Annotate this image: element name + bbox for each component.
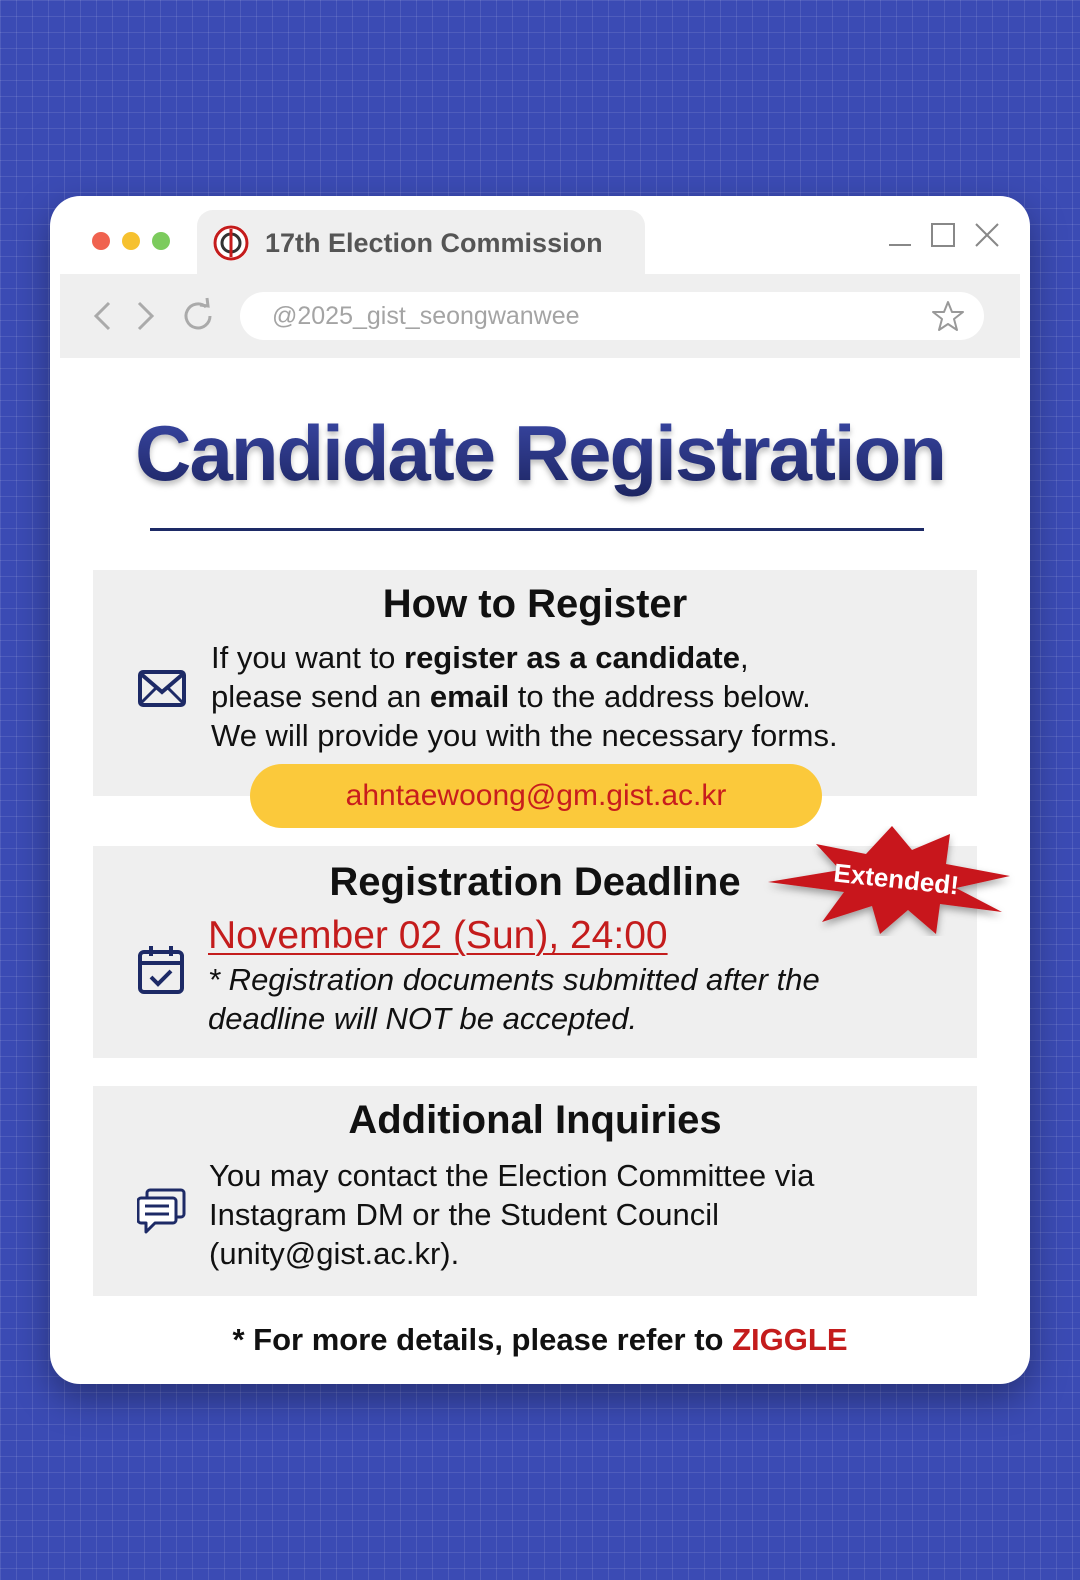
line1-post: , (740, 640, 749, 675)
window-controls (884, 220, 1002, 250)
inquiries-heading: Additional Inquiries (348, 1098, 722, 1142)
line2-post: to the address below. (509, 679, 811, 714)
forward-icon[interactable] (128, 298, 162, 334)
browser-tab[interactable] (197, 210, 645, 276)
maximize-icon[interactable] (928, 220, 958, 250)
close-icon[interactable] (972, 220, 1002, 250)
window-traffic-lights (92, 232, 170, 250)
deadline-note-line-1: * Registration documents submitted after the (208, 962, 820, 997)
how-to-register-card (93, 570, 977, 796)
line2-bold: email (429, 679, 510, 714)
ziggle-link[interactable]: ZIGGLE (732, 1322, 848, 1357)
url-text: @2025_gist_seongwanwee (272, 301, 580, 330)
inquiries-line-2: Instagram DM or the Student Council (209, 1197, 720, 1232)
star-icon[interactable] (928, 296, 968, 336)
inquiries-line-3: (unity@gist.ac.kr). (209, 1236, 460, 1271)
inquiries-card (93, 1086, 977, 1296)
tab-title: 17th Election Commission (265, 227, 603, 258)
election-commission-logo-icon (213, 225, 249, 261)
extended-badge (760, 826, 1020, 936)
registration-email-link[interactable]: ahntaewoong@gm.gist.ac.kr (250, 764, 822, 828)
deadline-heading: Registration Deadline (329, 860, 741, 904)
deadline-note-line-2: deadline will NOT be accepted. (208, 1001, 638, 1036)
zoom-dot[interactable] (152, 232, 170, 250)
line1-bold: register as a candidate (404, 640, 740, 675)
how-to-register-text (211, 638, 838, 755)
inquiries-text (209, 1156, 814, 1273)
address-bar[interactable] (240, 292, 984, 340)
inquiries-line-1: You may contact the Election Committee via (209, 1158, 815, 1193)
title-divider (150, 528, 924, 531)
footer-note (50, 1322, 1030, 1358)
how-to-register-line-3: We will provide you with the necessary forms. (211, 718, 838, 753)
envelope-icon (137, 664, 187, 714)
deadline-note (208, 960, 820, 1038)
extended-badge-label: Extended! (832, 857, 961, 901)
browser-window (50, 196, 1030, 1384)
how-to-register-heading: How to Register (382, 582, 688, 626)
page-title: Candidate Registration (50, 408, 1030, 499)
minimize-dot[interactable] (122, 232, 140, 250)
deadline-date: November 02 (Sun), 24:00 (208, 914, 668, 957)
browser-toolbar (60, 274, 1020, 358)
calendar-check-icon (137, 944, 187, 994)
line1-pre: If you want to (211, 640, 404, 675)
how-to-register-line-2 (211, 677, 838, 716)
close-dot[interactable] (92, 232, 110, 250)
chat-icon (137, 1186, 187, 1236)
line2-pre: please send an (211, 679, 430, 714)
minimize-icon[interactable] (884, 220, 914, 250)
reload-icon[interactable] (178, 298, 218, 334)
how-to-register-line-1 (211, 638, 838, 677)
back-icon[interactable] (86, 298, 120, 334)
footer-prefix: * For more details, please refer to (232, 1322, 733, 1357)
